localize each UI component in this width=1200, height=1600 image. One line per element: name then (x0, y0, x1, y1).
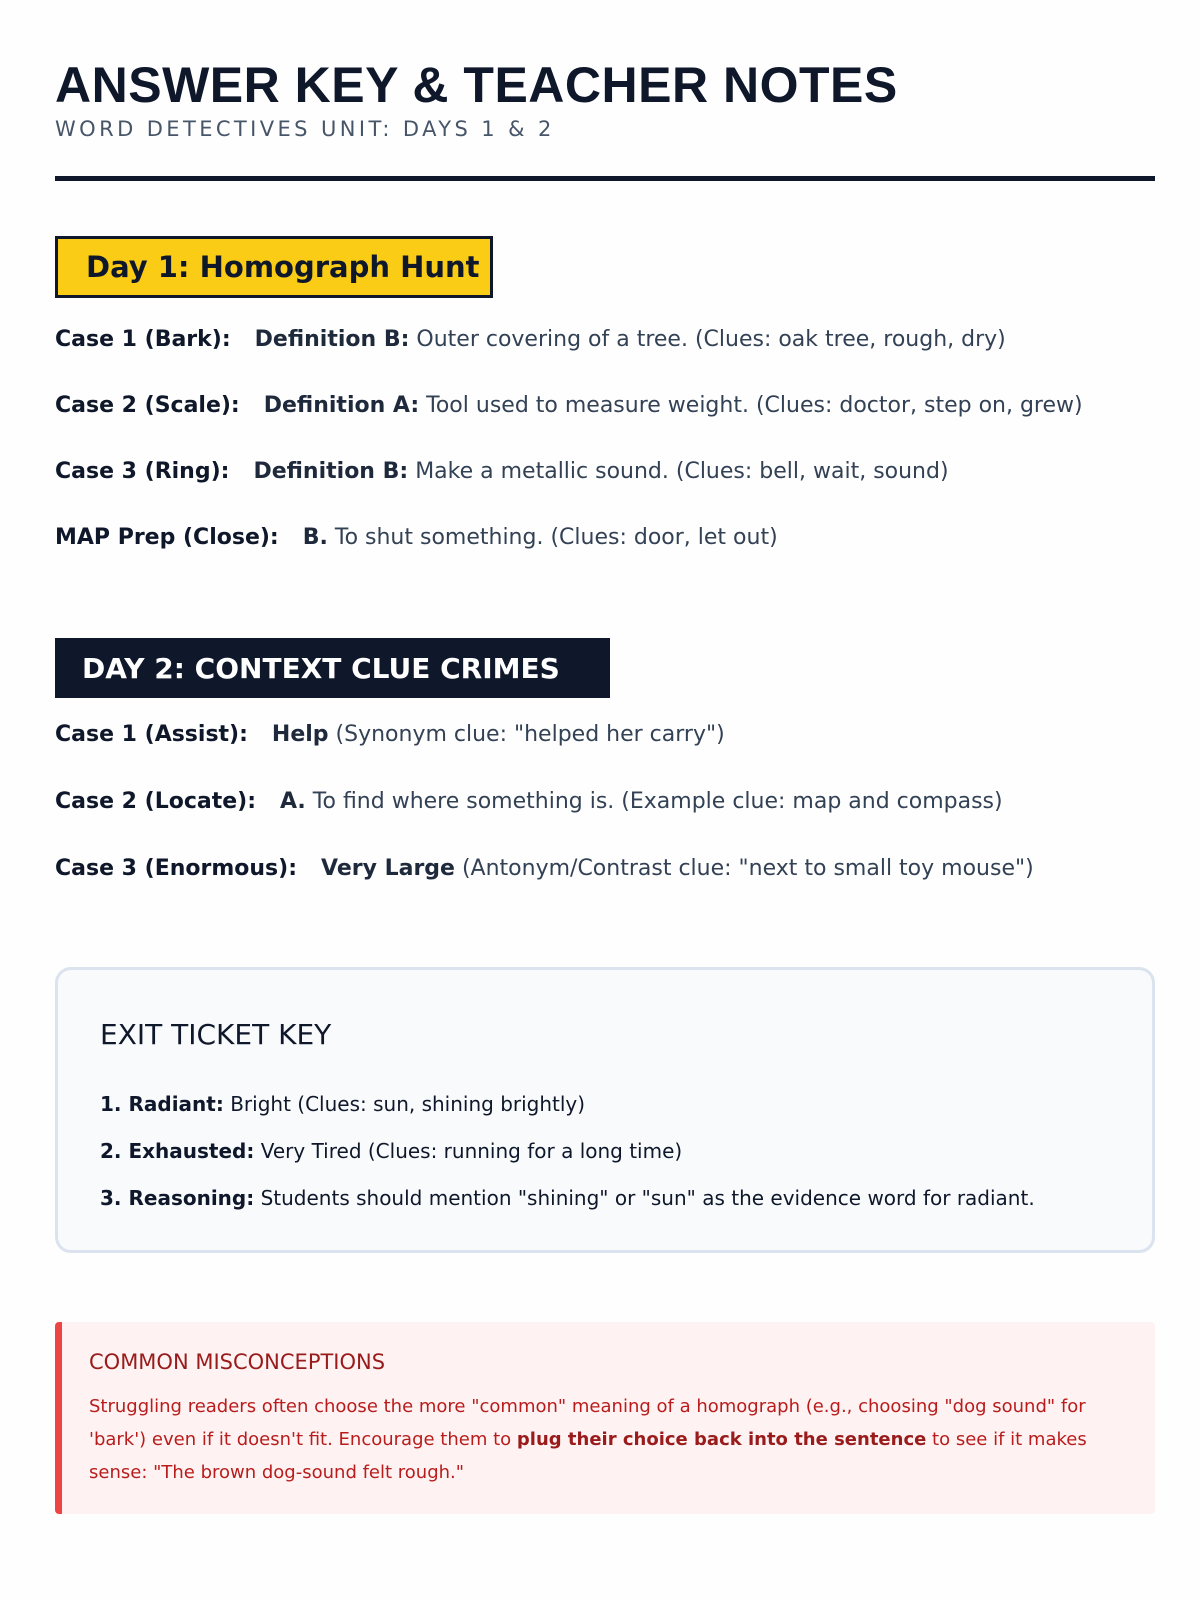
day2-section-label: DAY 2: CONTEXT CLUE CRIMES (55, 638, 610, 698)
exit-item-label: 1. Radiant: (100, 1092, 224, 1116)
misconceptions-text-start: Struggling readers often choose the more "common" meaning of a homograph (e.g., choosing "dog sound" for 'bark') even if it doesn't fit. Encourage them to (89, 1396, 1086, 1450)
page-subtitle: WORD DETECTIVES UNIT: DAYS 1 & 2 (55, 117, 555, 141)
page-title: ANSWER KEY & TEACHER NOTES (55, 57, 898, 113)
exit-item-text: Students should mention "shining" or "sun" as the evidence word for radiant. (254, 1186, 1035, 1210)
case-explanation: Outer covering of a tree. (Clues: oak tree, rough, dry) (409, 327, 1006, 352)
case-answer: Definition B: (254, 327, 410, 352)
exit-ticket-item (100, 1092, 585, 1116)
exit-item-text: Bright (Clues: sun, shining brightly) (223, 1092, 586, 1116)
case-answer: B. (302, 525, 328, 550)
case-label: Case 3 (Ring): (55, 459, 230, 484)
exit-item-text: Very Tired (Clues: running for a long time) (254, 1139, 683, 1163)
misconceptions-text (89, 1390, 1134, 1489)
exit-item-label: 3. Reasoning: (100, 1186, 255, 1210)
day1-map-prep (55, 525, 778, 550)
day1-case-3 (55, 459, 949, 484)
day2-case-3 (55, 856, 1034, 881)
day1-case-1 (55, 327, 1006, 352)
case-explanation: To shut something. (Clues: door, let out) (327, 525, 778, 550)
case-answer: Definition B: (253, 459, 409, 484)
misconceptions-emphasis: plug their choice back into the sentence (516, 1429, 927, 1450)
case-explanation: Make a metallic sound. (Clues: bell, wait, sound) (408, 459, 949, 484)
case-explanation: (Antonym/Contrast clue: "next to small toy mouse") (454, 856, 1034, 881)
case-answer: A. (280, 789, 306, 814)
case-explanation: To find where something is. (Example clue: map and compass) (305, 789, 1003, 814)
case-label: Case 3 (Enormous): (55, 856, 297, 881)
misconceptions-text-end: to see if it makes sense: "The brown dog-sound felt rough." (89, 1429, 1087, 1483)
day1-section-label: Day 1: Homograph Hunt (55, 236, 493, 298)
case-answer: Very Large (321, 856, 455, 881)
misconceptions-title: COMMON MISCONCEPTIONS (89, 1350, 386, 1374)
day2-case-1 (55, 722, 725, 747)
misconceptions-callout (55, 1322, 1155, 1514)
day1-case-2 (55, 393, 1083, 418)
case-label: Case 1 (Bark): (55, 327, 231, 352)
day2-case-2 (55, 789, 1003, 814)
case-explanation: Tool used to measure weight. (Clues: doctor, step on, grew) (419, 393, 1083, 418)
header-divider (55, 176, 1155, 181)
case-explanation: (Synonym clue: "helped her carry") (328, 722, 725, 747)
case-answer: Help (271, 722, 329, 747)
exit-ticket-item (100, 1186, 1035, 1210)
exit-ticket-title: EXIT TICKET KEY (100, 1018, 332, 1051)
case-label: Case 2 (Locate): (55, 789, 256, 814)
exit-ticket-item (100, 1139, 682, 1163)
case-label: Case 1 (Assist): (55, 722, 248, 747)
exit-item-label: 2. Exhausted: (100, 1139, 255, 1163)
case-answer: Definition A: (263, 393, 420, 418)
exit-ticket-card (55, 967, 1155, 1253)
case-label: MAP Prep (Close): (55, 525, 279, 550)
case-label: Case 2 (Scale): (55, 393, 240, 418)
